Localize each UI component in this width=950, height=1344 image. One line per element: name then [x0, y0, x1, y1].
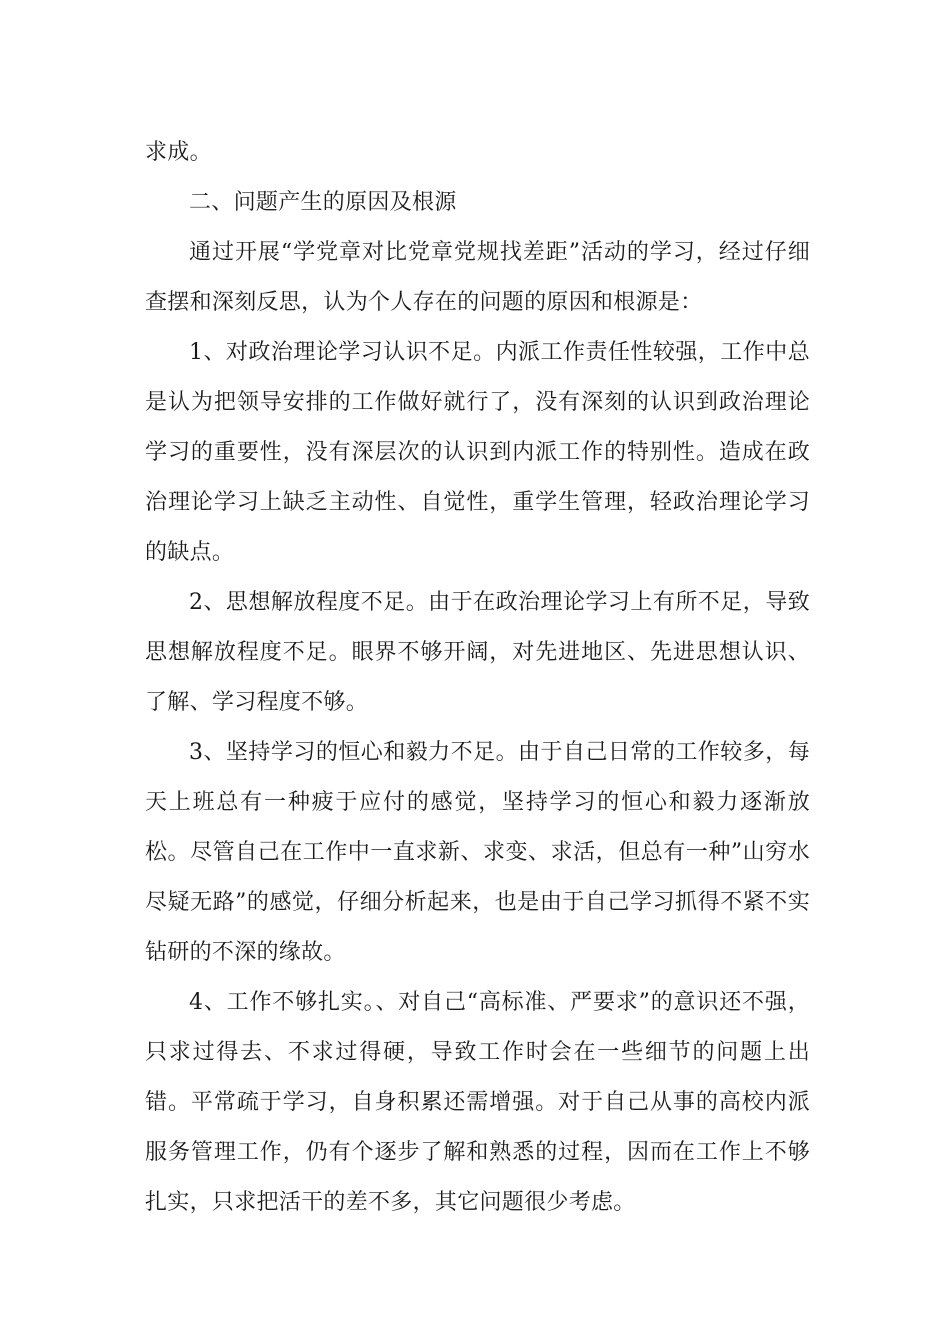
paragraph-item-1: 1、对政治理论学习认识不足。内派工作责任性较强，工作中总是认为把领导安排的工作做好就行了，没有深刻的认识到政治理论学习的重要性，没有深层次的认识到内派工作的特别性。造成在政治理论学习上缺乏主动性、自觉性，重学生管理，轻政治理论学习的缺点。: [145, 340, 810, 565]
document-body: [145, 128, 810, 1228]
paragraph-intro: 通过开展“学党章对比党章党规找差距”活动的学习，经过仔细查摆和深刻反思，认为个人存在的问题的原因和根源是：: [145, 240, 810, 315]
paragraph-item-3: 3、坚持学习的恒心和毅力不足。由于自己日常的工作较多，每天上班总有一种疲于应付的感觉，坚持学习的恒心和毅力逐渐放松。尽管自己在工作中一直求新、求变、求活，但总有一种”山穷水尽疑无路”的感觉，仔细分析起来，也是由于自己学习抓得不紧不实钻研的不深的缘故。: [145, 740, 810, 965]
paragraph-continuation: 求成。: [145, 140, 212, 165]
section-heading: 二、问题产生的原因及根源: [189, 190, 457, 215]
paragraph-item-4: 4、工作不够扎实。、对自己“高标准、严要求”的意识还不强，只求过得去、不求过得硬，导致工作时会在一些细节的问题上出错。平常疏于学习，自身积累还需增强。对于自己从事的高校内派服务管理工作，仍有个逐步了解和熟悉的过程，因而在工作上不够扎实，只求把活干的差不多，其它问题很少考虑。: [145, 990, 810, 1215]
paragraph-item-2: 2、思想解放程度不足。由于在政治理论学习上有所不足，导致思想解放程度不足。眼界不够开阔，对先进地区、先进思想认识、了解、学习程度不够。: [145, 590, 810, 715]
